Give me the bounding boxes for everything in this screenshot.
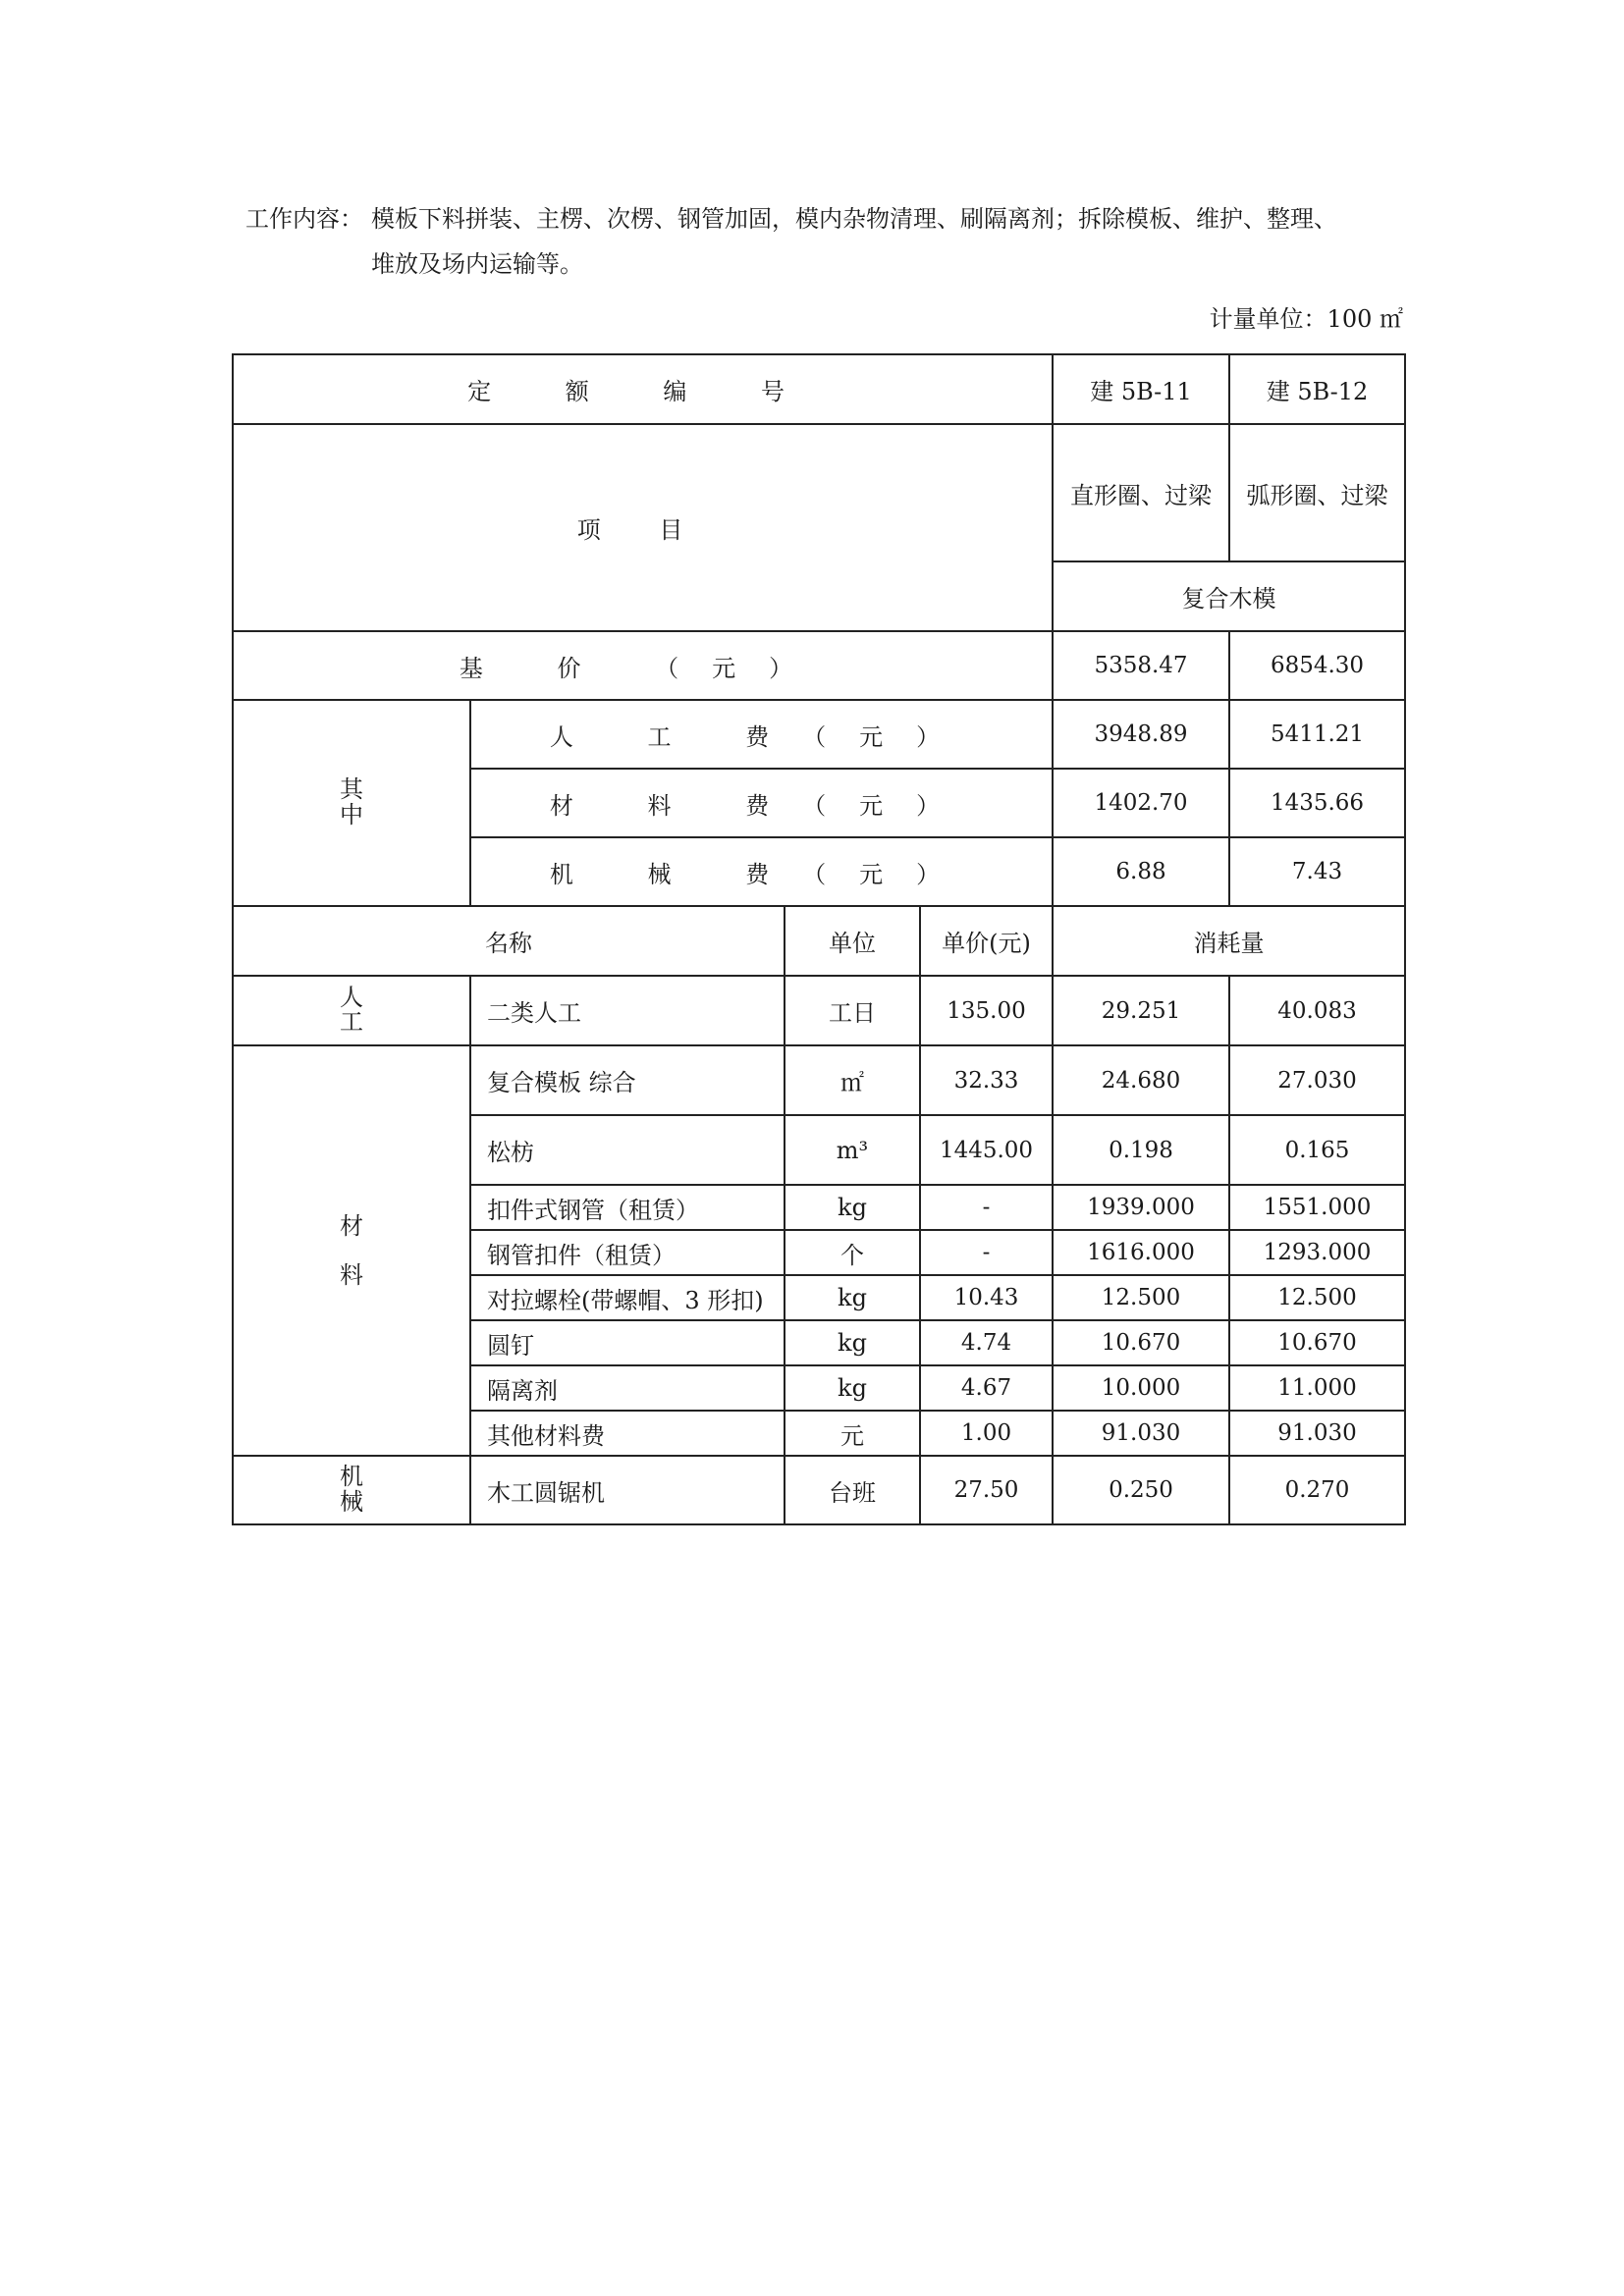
table-row [233, 976, 1405, 1045]
row-value-1: 1939.000 [1053, 1185, 1229, 1230]
quota-table [232, 353, 1406, 1525]
row-unit: 工日 [785, 976, 920, 1045]
row-value-1: 12.500 [1053, 1275, 1229, 1320]
row-value-2: 40.083 [1229, 976, 1405, 1045]
row-value-2: 0.165 [1229, 1115, 1405, 1185]
row-price: 27.50 [920, 1456, 1053, 1524]
header-consumption: 消耗量 [1053, 906, 1405, 976]
row-price: 32.33 [920, 1045, 1053, 1115]
row-value-2: 11.000 [1229, 1365, 1405, 1411]
row-value-2: 0.270 [1229, 1456, 1405, 1524]
row-unit: kg [785, 1185, 920, 1230]
base-price-2: 6854.30 [1229, 631, 1405, 700]
row-value-1: 10.670 [1053, 1320, 1229, 1365]
header-price: 单价(元) [920, 906, 1053, 976]
table-row [233, 1045, 1405, 1115]
column-header-row [233, 906, 1405, 976]
item-row [233, 424, 1405, 561]
item-label: 项 目 [233, 424, 1053, 631]
row-price: - [920, 1230, 1053, 1275]
row-name: 隔离剂 [470, 1365, 785, 1411]
row-name: 松枋 [470, 1115, 785, 1185]
quota-code-row [233, 354, 1405, 424]
work-content-label: 工作内容： [245, 205, 363, 233]
work-content-line1: 模板下料拼装、主楞、次楞、钢管加固，模内杂物清理、刷隔离剂；拆除模板、维护、整理、 [371, 205, 1337, 233]
base-price-row [233, 631, 1405, 700]
labor-fee-label: 人 工 费（元） [470, 700, 1053, 769]
work-content-line2: 堆放及场内运输等。 [371, 250, 583, 278]
row-value-2: 1551.000 [1229, 1185, 1405, 1230]
material-fee-label: 材 料 费（元） [470, 769, 1053, 837]
quota-code-1: 建 5B-11 [1053, 354, 1229, 424]
row-price: 4.67 [920, 1365, 1053, 1411]
header-name: 名称 [233, 906, 785, 976]
material-fee-1: 1402.70 [1053, 769, 1229, 837]
row-unit: kg [785, 1320, 920, 1365]
row-value-1: 24.680 [1053, 1045, 1229, 1115]
row-unit: 个 [785, 1230, 920, 1275]
header-unit: 单位 [785, 906, 920, 976]
row-value-2: 10.670 [1229, 1320, 1405, 1365]
qizhong-label: 其中 [233, 700, 470, 906]
quota-no-label: 定 额 编 号 [233, 354, 1053, 424]
item-name-1: 直形圈、过梁 [1053, 424, 1229, 561]
machine-group-label: 机械 [233, 1456, 470, 1524]
row-price: - [920, 1185, 1053, 1230]
labor-group-label: 人工 [233, 976, 470, 1045]
row-value-1: 0.250 [1053, 1456, 1229, 1524]
base-price-1: 5358.47 [1053, 631, 1229, 700]
labor-fee-1: 3948.89 [1053, 700, 1229, 769]
row-name: 圆钉 [470, 1320, 785, 1365]
row-value-1: 10.000 [1053, 1365, 1229, 1411]
material-group-label: 材料 [233, 1045, 470, 1456]
row-unit: ㎡ [785, 1045, 920, 1115]
table-row [233, 1456, 1405, 1524]
row-value-1: 1616.000 [1053, 1230, 1229, 1275]
base-price-label: 基 价 （元） [233, 631, 1053, 700]
measurement-unit: 计量单位：100 ㎡ [1209, 305, 1403, 333]
row-value-2: 91.030 [1229, 1411, 1405, 1456]
row-unit: kg [785, 1275, 920, 1320]
machine-fee-2: 7.43 [1229, 837, 1405, 906]
machine-fee-label: 机 械 费（元） [470, 837, 1053, 906]
item-sub: 复合木模 [1053, 561, 1405, 631]
row-price: 10.43 [920, 1275, 1053, 1320]
quota-code-2: 建 5B-12 [1229, 354, 1405, 424]
row-value-2: 1293.000 [1229, 1230, 1405, 1275]
row-value-1: 0.198 [1053, 1115, 1229, 1185]
row-value-2: 12.500 [1229, 1275, 1405, 1320]
row-name: 其他材料费 [470, 1411, 785, 1456]
row-price: 4.74 [920, 1320, 1053, 1365]
row-price: 135.00 [920, 976, 1053, 1045]
row-name: 扣件式钢管（租赁） [470, 1185, 785, 1230]
row-price: 1.00 [920, 1411, 1053, 1456]
row-name: 二类人工 [470, 976, 785, 1045]
row-name: 对拉螺栓(带螺帽、3 形扣) [470, 1275, 785, 1320]
row-unit: m³ [785, 1115, 920, 1185]
machine-fee-1: 6.88 [1053, 837, 1229, 906]
row-price: 1445.00 [920, 1115, 1053, 1185]
row-name: 钢管扣件（租赁） [470, 1230, 785, 1275]
labor-fee-2: 5411.21 [1229, 700, 1405, 769]
row-value-1: 91.030 [1053, 1411, 1229, 1456]
row-value-2: 27.030 [1229, 1045, 1405, 1115]
row-unit: kg [785, 1365, 920, 1411]
row-unit: 台班 [785, 1456, 920, 1524]
row-value-1: 29.251 [1053, 976, 1229, 1045]
labor-fee-row [233, 700, 1405, 769]
row-name: 木工圆锯机 [470, 1456, 785, 1524]
row-name: 复合模板 综合 [470, 1045, 785, 1115]
material-fee-2: 1435.66 [1229, 769, 1405, 837]
row-unit: 元 [785, 1411, 920, 1456]
item-name-2: 弧形圈、过梁 [1229, 424, 1405, 561]
